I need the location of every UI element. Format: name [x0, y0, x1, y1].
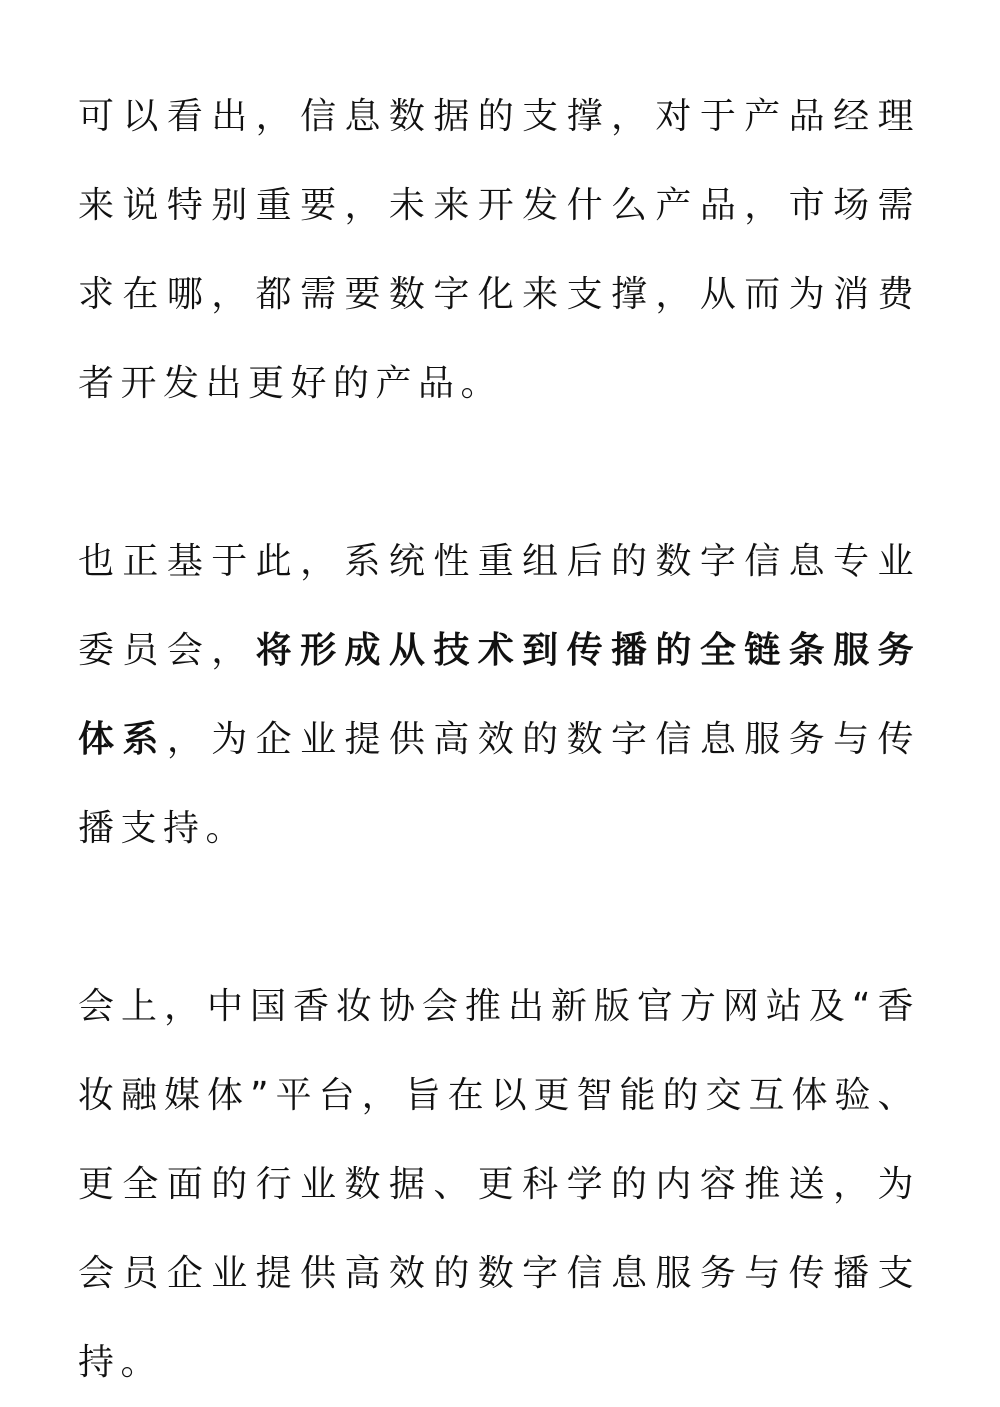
paragraph-committee-highlight: 将形成从技术到传播的全链条服务体系: [78, 630, 920, 760]
paragraph-product-manager: 可以看出，信息数据的支撑，对于产品经理来说特别重要，未来开发什么产品，市场需求在哪，都需要数字化来支撑，从而为消费者开发出更好的产品。: [78, 96, 920, 404]
paragraph-website-launch: 会上，中国香妆协会推出新版官方网站及“香妆融媒体”平台，旨在以更智能的交互体验、更全面的行业数据、更科学的内容推送，为会员企业提供高效的数字信息服务与传播支持。: [78, 986, 920, 1383]
paragraph-committee-tail: ，为企业提供高效的数字信息服务与传播支持。: [78, 719, 920, 849]
paragraph-committee-lead: 也正基于此，系统性重组后的数字信息专业委员会，: [78, 541, 920, 671]
paragraph-committee: [78, 517, 920, 873]
